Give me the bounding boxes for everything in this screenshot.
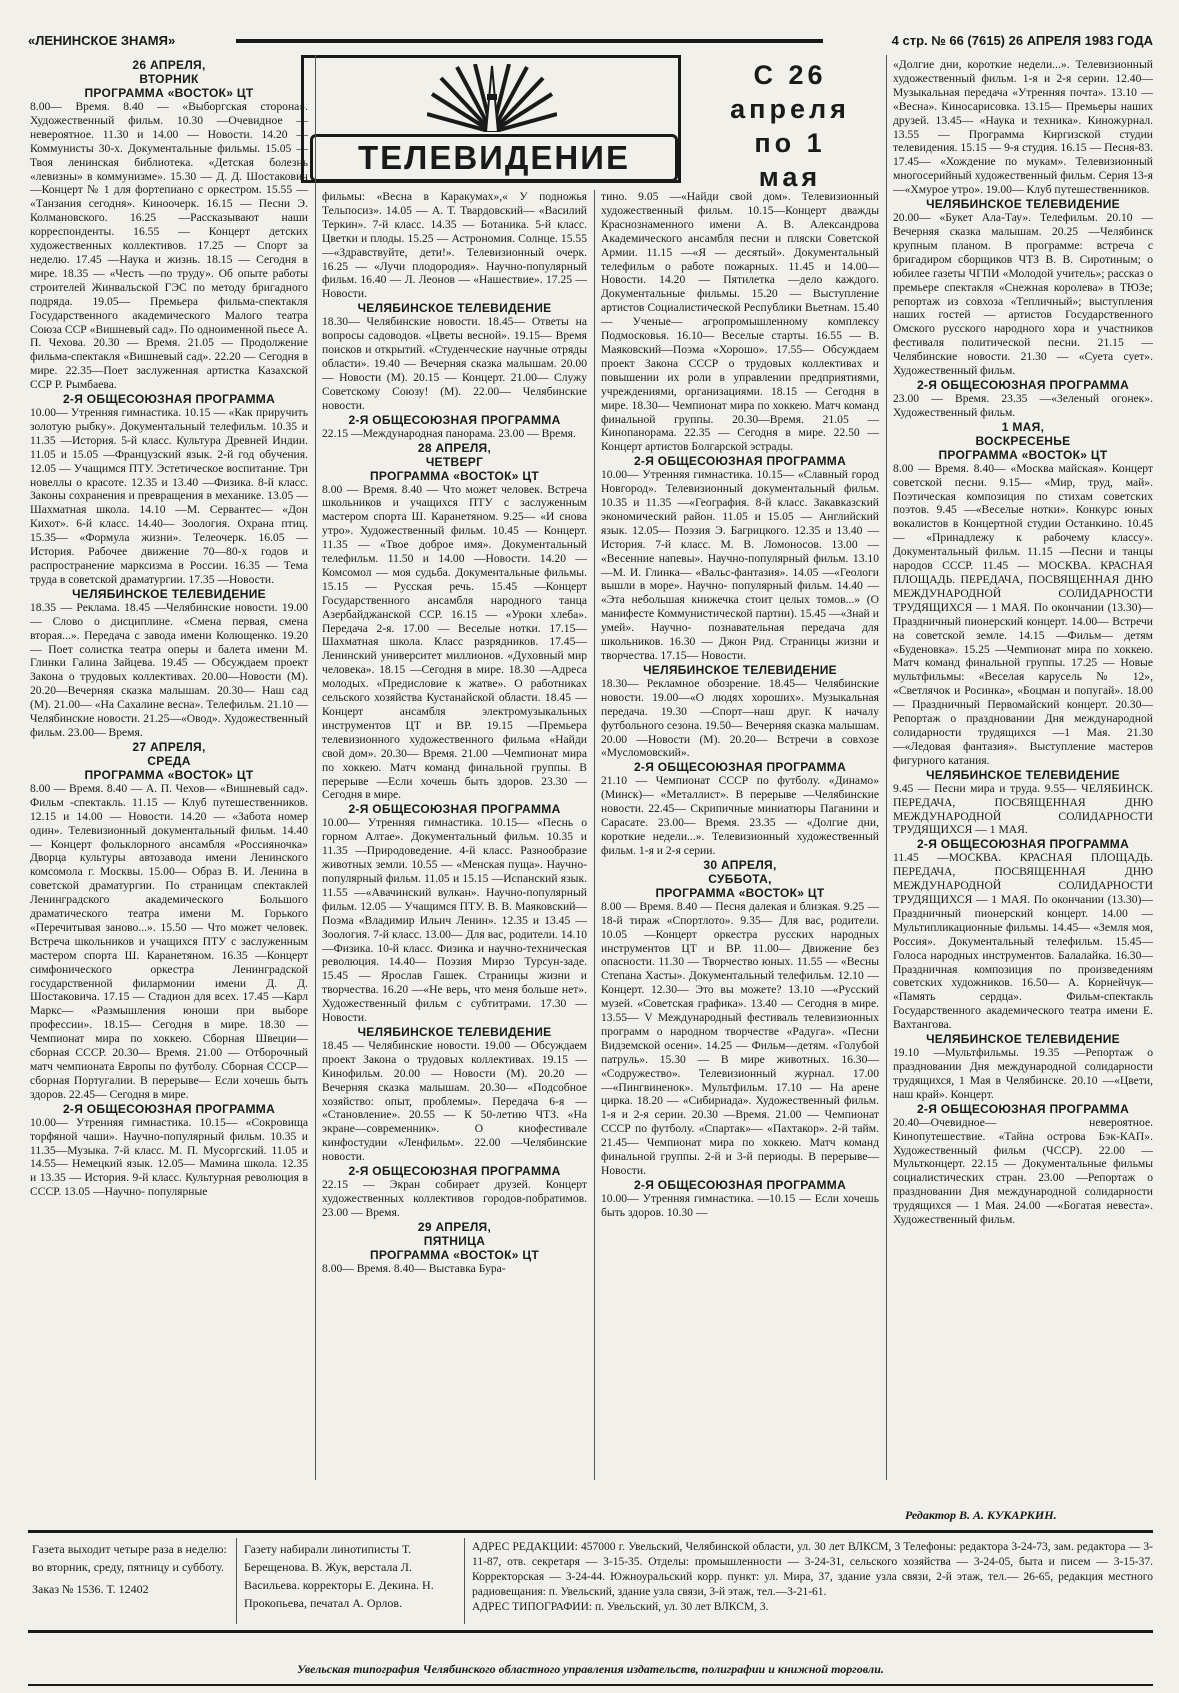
schedule-text: 8.00— Время. 8.40— Выставка Бура- xyxy=(322,1261,506,1275)
day-heading: 1 МАЯ, xyxy=(1001,419,1045,434)
tv-banner xyxy=(301,55,681,183)
program-heading: 2-Я ОБЩЕСОЮЗНАЯ ПРОГРАММА xyxy=(633,454,847,469)
day-heading: ЧЕТВЕРГ xyxy=(425,454,484,469)
program-heading: 2-Я ОБЩЕСОЮЗНАЯ ПРОГРАММА xyxy=(348,802,561,817)
schedule-text: 20.00— «Букет Ала-Тау». Телефильм. 20.10 — Вечерняя сказка малышам. 20.25 —Челябинск крупным планом. В программе: встреча с бригадиром сборщиков ЧТЗ В. В. Сиротиным; о юбилее газеты ЧГПИ «Молодой учитель»; рассказ о премьере спектакля «Снежная королева» в ТЮЗе; репортаж из совхоза «Тепличный»; выступления наших гостей — артистов Государственного Омского русского народного хора и участников фестиваля политической песни. 21.15 —Челябинские новости. 21.30 — «Суета сует». Художественный фильм. xyxy=(893,211,1153,378)
editor-signature: Редактор В. А. КУКАРКИН. xyxy=(905,1508,1057,1522)
program-heading: 2-Я ОБЩЕСОЮЗНАЯ ПРОГРАММА xyxy=(916,377,1130,392)
program-heading: 2-Я ОБЩЕСОЮЗНАЯ ПРОГРАММА xyxy=(633,1177,847,1192)
footer-divider xyxy=(236,1538,237,1624)
schedule-text: 8.00 — Время. 8.40 — А. П. Чехов— «Вишневый сад». Фильм -спектакль. 11.15 — Клуб путешественников. 12.15 и 14.00 — Новости. 14.20 — «Забота номер один». Телевизионный документальный фильм. 14.40 — Концерт фольклорного ансамбля «Россияночка» Дворца культуры автозавода имени Ленинского комсомола г. Москвы. 15.00— Образ В. И. Ленина в советской драматургии. По страницам спектаклей Ленинградского академического Большого драматического театра имени М. Горького «Перечитывая заново...». 15.50 — Что может человек. Встреча школьников и учащихся ПТУ с заслуженным мастером спорта Ш. Каранетяном. 16.35 —Концерт симфонического оркестра Ленинградской государственной филармонии имени Д. Д. Шостаковича. 17.15 — Стадион для всех. 17.45 —Карл Маркс— «Размышления юноши при выборе профессии». 18.15— Сегодня в мире. 18.30 — Чемпионат мира по хоккею. Сборная Швеции— сборная СССР. 20.30— Время. 21.00 — Отборочный матч чемпионата Европы по футболу. Сборная СССР— сборная Португалии. В перерыве— Если хочешь быть здоров. 22.45— Сегодня в мире. xyxy=(30,781,308,1101)
day-heading: ПЯТНИЦА xyxy=(423,1233,486,1248)
schedule-text: тино. 9.05 —«Найди свой дом». Телевизионный художественный фильм. 10.15—Концерт дважды Краснознаменного имени А. В. Александрова Академического ансамбля песни и пляски Советской Армии. 11.15 —«Я — десятый». Документальный телефильм о работе пожарных. 11.45 и 14.00— Новости. 14.20 — Пятилетка —дело каждого. Документальные фильмы. 15.20 — Выступление артистов Социалистической Республики Вьетнам. 15.40— Ученые— агропромышленному комплексу Подмосковья. 16.10— Веселые старты. 16.55 — В. Маяковский—Поэма «Хорошо». 17.55— Обсуждаем проект Закона СССР о трудовых коллективах и повышении их роли в управлении предприятиями, учреждениями, организациями. 18.15 — Сегодня в мире. 18.30— Чемпионат мира по хоккею. Матч команд финальной группы. 20.30—Время. 21.05 —Кинопанорама. 22.35 — Сегодня в мире. 22.50 — Концерт артистов Болгарской эстрады. xyxy=(601,190,879,454)
order-number: Заказ № 1536. Т. 12402 xyxy=(32,1582,149,1596)
date-line: С 26 xyxy=(753,60,827,90)
date-range xyxy=(720,58,860,194)
program-heading: ПРОГРАММА «ВОСТОК» ЦТ xyxy=(369,468,540,483)
schedule-text: 18.30— Челябинские новости. 18.45— Ответы на вопросы садоводов. «Цветы весной». 19.15— Время поисков и открытий. «Студенческие научные отряды области». 19.40 — Вечерняя сказка малышам. 20.00— Новости (М). 20.15 — Концерт. 21.00— Служу Советскому Союзу! (М). 22.00— Челябинские новости. xyxy=(322,315,587,412)
day-heading: СУББОТА, xyxy=(708,871,772,886)
publication-schedule-box xyxy=(32,1540,228,1632)
footer-divider xyxy=(464,1538,465,1624)
column-2 xyxy=(322,190,587,1482)
program-heading: 2-Я ОБЩЕСОЮЗНАЯ ПРОГРАММА xyxy=(348,1164,561,1179)
masthead-rule xyxy=(236,39,823,43)
schedule-text: 19.10 —Мультфильмы. 19.35 —Репортаж о праздновании Дня международной солидарности трудящихся, 1 Мая в Челябинске. 20.10 —«Цвети, наш край». Концерт. xyxy=(893,1046,1153,1101)
day-heading: 26 АПРЕЛЯ, xyxy=(132,58,206,72)
schedule-text: 18.45 — Челябинские новости. 19.00 — Обсуждаем проект Закона о трудовых коллективах. 19.15 — Кинофильм. 20.00 — Новости (М). 20.20 — Вечерняя сказка малышам. 20.30— «Подсобное хозяйство: опыт, проблемы». Передача 6-я — «Становление». 20.55 — К 50-летию ЧТЗ. «На экране—современник». О киофестивале кинфостудии «Ленфильм». 22.00 —Челябинские новости. xyxy=(322,1038,587,1164)
tv-tower-icon xyxy=(427,64,557,132)
address-box xyxy=(472,1540,1153,1632)
program-heading: ПРОГРАММА «ВОСТОК» ЦТ xyxy=(84,86,254,100)
date-line: апреля xyxy=(730,94,850,124)
schedule-text: 9.45 — Песни мира и труда. 9.55— ЧЕЛЯБИНСК. ПЕРЕДАЧА, ПОСВЯЩЕННАЯ ДНЮ МЕЖДУНАРОДНОЙ СОЛИДАРНОСТИ ТРУДЯЩИХСЯ — 1 МАЯ. xyxy=(893,781,1153,837)
day-heading: ВТОРНИК xyxy=(139,72,199,86)
program-heading: 2-Я ОБЩЕСОЮЗНАЯ ПРОГРАММА xyxy=(916,837,1130,852)
column-rule xyxy=(594,190,595,1480)
printer-line: Увельская типография Челябинского областного управления издательств, полиграфии и книжной торговли. xyxy=(297,1662,884,1676)
column-1 xyxy=(30,58,308,1482)
day-heading: 27 АПРЕЛЯ, xyxy=(132,739,206,754)
day-heading: СРЕДА xyxy=(147,753,191,768)
column-rule xyxy=(315,55,316,1480)
schedule-text: 8.00 — Время. 8.40 — Что может человек. Встреча школьников и учащихся ПТУ с заслуженным мастером спорта Ш. Каранетяном. 9.25— «И снова утро». Художественный фильм. 10.45 — Концерт. 11.35 — «Твое доброе имя». Документальный телефильм. 11.50 и 14.00 —Новости. 14.20 —Комсомол — моя судьба. Документальные фильмы. 15.15 — Русская речь. 15.45 —Концерт Государственного ансамбля народного танца Азербайджанской ССР. 16.15 — «Уроки хлеба». Передача 2-я. 17.00 — Веселые нотки. 17.15— Шахматная школа. Класс разрядников. 17.45— Ленинский университет миллионов. «Духовный мир человека». 18.15 —Сегодня в мире. 18.30 —Адреса молодых. «Предисловие к жатве». О работниках сельского хозяйства Кустанайской области. 18.45 — Концерт ансамбля электромузыкальных инструментов ЦТ и ВР. 19.15 —Премьера телевизионного художественного фильма «Найди свой дом». 20.30— Время. 21.00 —Чемпионат мира по хоккею. Матч команд финальной группы. В перерыве —Если хочешь быть здоров. 23.30 — Сегодня в мире. xyxy=(322,482,587,802)
program-heading: ЧЕЛЯБИНСКОЕ ТЕЛЕВИДЕНИЕ xyxy=(926,1032,1120,1047)
day-heading: 29 АПРЕЛЯ, xyxy=(417,1219,492,1234)
program-heading: 2-Я ОБЩЕСОЮЗНАЯ ПРОГРАММА xyxy=(62,392,276,407)
schedule-text: 8.00 — Время. 8.40— «Москва майская». Концерт советской песни. 9.15— «Мир, труд, май». Поэтическая композиция по стихам советских поэтов. 9.45 —«Веселые нотки». Конкурс юных вокалистов в Концертной студии Останкино. 10.45 — «Принадлежу к рабочему классу». Документальный фильм. 11.15 —Песни и танцы народов СССР. 11.45 — МОСКВА. КРАСНАЯ ПЛОЩАДЬ. ПЕРЕДАЧА, ПОСВЯЩЕННАЯ ДНЮ МЕЖДУНАРОДНОЙ СОЛИДАРНОСТИ ТРУДЯЩИХСЯ — 1 МАЯ. По окончании (13.30)— Праздничный пионерский концерт. 14.00— Встречи на советской земле. 14.15 —Фильм— детям «Буденовка». 15.25 —Чемпионат мира по хоккею. Матч команд финальной группы. 17.25 — Новые мультфильмы: «Веселая карусель № 12», «Светлячок и Росинка», «Боцман и попугай». 18.00— Праздничный Первомайский концерт. 20.30— Репортаж о праздновании Дня международной солидарности трудящихся —1 Мая. 21.30 —«Ледовая фантазия». Выступление мастеров фигурного катания. xyxy=(893,461,1153,767)
program-heading: 2-Я ОБЩЕСОЮЗНАЯ ПРОГРАММА xyxy=(633,760,847,775)
schedule-text: фильмы: «Весна в Каракумах»,« У подножья Тельпосиз». 14.05 — А. Т. Твардовский— «Василий Теркин». 7-й класс. 14.35 — Ботаника. 5-й класс. Цветки и плоды. 15.25 — Астрономия. Солнце. 15.55 —«Здравствуйте, дети!». Телевизионный очерк. 16.25 — «Лучи плодородия». Научно-популярный фильм. 16.40 — Л. Леонов — «Нашествие». 17.25 — Новости. xyxy=(322,190,587,301)
newspaper-name: «ЛЕНИНСКОЕ ЗНАМЯ» xyxy=(28,33,176,48)
schedule-text: 21.10 — Чемпионат СССР по футболу. «Динамо» (Минск)— «Металлист». В перерыве —Челябинские новости. 22.45— Скрипичные миниатюры Паганини и Сарасате. 23.00— Время. 23.35 — «Долгие дни, короткие недели...». Телевизионный художественный фильм. 1-я и 2-я серии. xyxy=(601,774,879,857)
program-heading: ПРОГРАММА «ВОСТОК» ЦТ xyxy=(84,767,254,782)
schedule-text: 10.00— Утренняя гимнастика. 10.15 — «Как приручить золотую рыбку». Документальный телефильм. 10.35 и 11.35 —История. 5-й класс. Культура Древней Индии. 11.05 и 15.05 —Французский язык. 2-й год обучения. 12.05 — Учащимся ПТУ. Эстетическое воспитание. Три новеллы о красоте. 12.35 и 13.40 —Физика. 8-й класс. Законы сохранения и превращения в механике. 13.05 — Шахматная школа. 14.10 —М. Сервантес— «Дон Кихот». 6-й класс. 14.40— Зоология. Охрана птиц. 15.35— «Формула жизни». Телеочерк. 16.05 — История. Рабочее движение 70—80-х годов и распространение марксизма в России. 16.35 — Тема труда в советской драматургии. 17.35 —Новости. xyxy=(30,406,308,586)
footer-rule xyxy=(28,1530,1153,1533)
schedule-text: 10.00— Утренняя гимнастика. 10.15— «Песнь о горном Алтае». Документальный фильм. 10.35 и 11.35 —Природоведение. 4-й класс. Разнообразие животных земли. 10.55 — «Менская пуща». Научно- популярный фильм. 11.05 и 15.15 —Испанский язык. 11.55 —«Авачинский вулкан». Научно-популярный фильм. 12.05 — Учащимся ПТУ. В. В. Маяковский— Поэма «Владимир Ильич Ленин». 12.35 и 13.45 —Зоология. 7-й класс. 13.00— Для вас, родители. 14.10 —Физика. 10-й класс. Физика и научно-техническая революция. 14.40— Поэзия Мирзо Турсун-заде. 15.45 — Ярослав Гашек. Страницы жизни и творчества. 16.20 —«Не верь, что меня больше нет». Художественный фильм с субтитрами. 17.30 — Новости. xyxy=(322,816,587,1025)
schedule-text: 18.30— Рекламное обозрение. 18.45— Челябинские новости. 19.00—«О людях хороших». Музыкальная передача. 19.30 —Спорт—наш друг. К началу футбольного сезона. 19.50— Вечерняя сказка малышам. 20.00 —Новости (М). 20.20— Встречи в совхозе «Мусломовский». xyxy=(601,676,879,760)
typesetters-credit: Газету набирали линотиписты Т. Берещенова. В. Жук, верстала Л. Васильева. корректоры Е. Декина. Н. Прокопьева, печатал А. Орлов. xyxy=(244,1542,434,1610)
schedule-text: 20.40—Очевидное— невероятное. Кинопутешествие. «Тайна острова Бэк-КАП». Художественный фильм (ЧССР). 22.00 — Мультконцерт. 22.15 — Документальные фильмы социалистических стран. 23.00 —Репортаж о праздновании Дня международной солидарности трудящихся — 1 Мая. 24.00 —«Богатая невеста». Художественный фильм. xyxy=(893,1115,1153,1227)
day-heading: ВОСКРЕСЕНЬЕ xyxy=(975,433,1071,448)
banner-title: ТЕЛЕВИДЕНИЕ xyxy=(310,134,678,182)
day-heading: 30 АПРЕЛЯ, xyxy=(703,857,777,872)
schedule-text: 11.45 —МОСКВА. КРАСНАЯ ПЛОЩАДЬ. ПЕРЕДАЧА, ПОСВЯЩЕННАЯ ДНЮ МЕЖДУНАРОДНОЙ СОЛИДАРНОСТИ ТРУДЯЩИХСЯ — 1 МАЯ. По окончании (13.30)— Праздничный пионерский концерт. 14.00 —Мультипликационные фильмы. 14.45— «Земля моя, Россия». Документальный телефильм. 15.45— Голоса народных инструментов. Балалайка. 16.30— Праздничная композиция по произведениям советских художников. 16.50— А. Корнейчук— «Память сердца». Фильм-спектакль Государственного академического театра имени Е. Вахтангова. xyxy=(893,851,1153,1032)
masthead xyxy=(28,30,1153,52)
date-line: по 1 xyxy=(754,128,826,158)
bottom-rule xyxy=(28,1684,1153,1686)
schedule-text: «Долгие дни, короткие недели...». Телевизионный художественный фильм. 1-я и 2-я серии. 12.40— Музыкальная передача «Утренняя почта». 13.10 — «Весна». Киносарисовка. 13.15— Премьеры наших друзей. 13.45— «Наука и техника». Киножурнал. 13.55 — Программа Киргизской студии телевидения. 15.15 — 9-я студия. 16.15 — Песня-83. 17.45— «Хождение по мукам». Телевизионный многосерийный художественный фильм. Серия 13-я—«Хмурое утро». 19.00— Клуб путешественников. xyxy=(893,58,1153,197)
schedule-text: 18.35 — Реклама. 18.45 —Челябинские новости. 19.00— Слово о дисциплине. «Смена первая, смена вторая...». Передача с завода имени Колющенко. 19.20 — Поет солистка театра оперы и балета имени М. Глинки Галина Зайцева. 19.45 — Обсуждаем проект Закона о трудовых коллективах. 20.00—Новости (М). 20.20—Вечерняя сказка малышам. 20.30— Наш сад (М). 21.00— «На Сахалине весна». Телефильм. 21.10 — Челябинские новости. 21.25—«Овод». Художественный фильм. 23.00— Время. xyxy=(30,600,308,739)
column-4 xyxy=(893,58,1153,1482)
issue-line: 4 стр. № 66 (7615) 26 АПРЕЛЯ 1983 ГОДА xyxy=(891,33,1153,48)
program-heading: ЧЕЛЯБИНСКОЕ ТЕЛЕВИДЕНИЕ xyxy=(357,301,552,316)
footer-rule xyxy=(28,1630,1153,1633)
publication-schedule: Газета выходит четыре раза в неделю: во вторник, среду, пятницу и субботу. xyxy=(32,1542,227,1574)
schedule-text: 10.00— Утренняя гимнастика. 10.15— «Сокровища торфяной чаши». Научно-популярный фильм. 10.35 и 11.35—Музыка. 7-й класс. М. П. Мусоргский. 11.05 и 14.55— Немецкий язык. 12.05— Мамина школа. 12.35 и 13.35 — История. 9-й класс. Культурная революция в СССР. 13.05 —Научно- популярные xyxy=(30,1115,308,1199)
program-heading: ЧЕЛЯБИНСКОЕ ТЕЛЕВИДЕНИЕ xyxy=(926,197,1120,212)
program-heading: ЧЕЛЯБИНСКОЕ ТЕЛЕВИДЕНИЕ xyxy=(357,1024,552,1039)
program-heading: 2-Я ОБЩЕСОЮЗНАЯ ПРОГРАММА xyxy=(62,1101,276,1116)
schedule-text: 10.00— Утренняя гимнастика. 10.15— «Славный город Новгород». Телевизионный документальный фильм. 10.35 и 11.35 —«География. 8-й класс. Закавказский экономический район. 11.05 и 15.05 — Английский язык. 12.05— Поэзия Э. Багрицкого. 12.35 и 13.40 —История. 7-й класс. М. В. Ломоносов. 13.00 — «Весенние напевы». Научно-популярный фильм. 13.10 —М. И. Глинка— «Вальс-фантазия». 14.05 —«Геологи вышли в море». Научно- популярный фильм. 14.40 — «Эта небольшая книжечка стоит целых томов...» (О манифесте Коммунистической партии). 15.45 —«Знай и умей». Научно- познавательная передача для школьников. 16.30 — Джон Рид. Страницы жизни и творчества. 17.15— Новости. xyxy=(601,468,879,662)
program-heading: 2-Я ОБЩЕСОЮЗНАЯ ПРОГРАММА xyxy=(348,412,561,427)
printing-address: АДРЕС ТИПОГРАФИИ: п. Увельский, ул. 30 лет ВЛКСМ, 3. xyxy=(472,1601,769,1613)
date-line: мая xyxy=(758,162,822,192)
program-heading: ПРОГРАММА «ВОСТОК» ЦТ xyxy=(369,1247,540,1262)
day-heading: 28 АПРЕЛЯ, xyxy=(417,440,492,455)
schedule-text: 8.00 — Время. 8.40 — Песня далекая и близкая. 9.25 —18-й тираж «Спортлото». 9.35— Для вас, родители. 10.05 —Концерт оркестра русских народных инструментов ЦТ и ВР. 11.00— Движение без опасности. 11.30 — Творчество юных. 11.55 — «Весны Степана Хасты». Документальный телефильм. 12.10 — Концерт. 12.30— Это вы можете? 13.10 —«Русский музей. «Советская графика». 13.40 — Сегодня в мире. 13.55— V Международный фестиваль телевизионных программ о народном творчестве «Радуга». «Песни Видземской осени». 14.25 — Фильм—детям. «Голубой патруль». 15.30 — В мире животных. 16.30— «Содружество». Телевизионный журнал. 17.00 —«Пингвиненок». Мультфильм. 17.10 — На арене цирка. 18.20 — «Сибириада». Художественный фильм. 1-я и 2-я серии. 20.30 —Время. 21.00 — Чемпионат СССР по футболу. «Спартак»— «Пахтакор». 2-й тайм. 21.45— Чемпионат мира по хоккею. Матч команд финальной группы. 2-й и 3-й периоды. В перерыве— Новости. xyxy=(601,899,879,1177)
typesetters-box xyxy=(244,1540,456,1632)
editorial-address: АДРЕС РЕДАКЦИИ: 457000 г. Увельский, Челябинской области, ул. 30 лет ВЛКСМ, 3 Телефоны: редактора 3-24-73, зам. редактора — 3-11-87, отв. секретаря — 3-15-35. Отделы: промышленности — 3-24-31, сельского хозяйства — 3-24-05, быта и писем — 3-15-37. Корректорская — 3-24-44. Южноуральский корр. пункт: ул. Мира, 37, здание узла связи, 2-й этаж, тел.— 26-65, редакция местного радиовещания: п. Увельский, здание узла связи, 3-й этаж, тел.—3-21-61. xyxy=(472,1541,1153,1598)
schedule-text: 10.00— Утренняя гимнастика. —10.15 — Если хочешь быть здоров. 10.30 — xyxy=(601,1191,879,1219)
program-heading: ПРОГРАММА «ВОСТОК» ЦТ xyxy=(938,447,1108,462)
schedule-text: 22.15 — Экран собирает друзей. Концерт художественных коллективов городов-побратимов. 23.00 — Время. xyxy=(322,1178,587,1219)
program-heading: ПРОГРАММА «ВОСТОК» ЦТ xyxy=(655,885,825,900)
column-3 xyxy=(601,190,879,1482)
schedule-text: 22.15 —Международная панорама. 23.00 — Время. xyxy=(322,426,576,440)
program-heading: ЧЕЛЯБИНСКОЕ ТЕЛЕВИДЕНИЕ xyxy=(72,586,266,601)
column-rule xyxy=(886,55,887,1480)
program-heading: 2-Я ОБЩЕСОЮЗНАЯ ПРОГРАММА xyxy=(916,1101,1130,1116)
schedule-text: 23.00 — Время. 23.35 —«Зеленый огонек». Художественный фильм. xyxy=(893,391,1153,419)
program-heading: ЧЕЛЯБИНСКОЕ ТЕЛЕВИДЕНИЕ xyxy=(926,767,1120,782)
program-heading: ЧЕЛЯБИНСКОЕ ТЕЛЕВИДЕНИЕ xyxy=(643,662,837,677)
schedule-text: 8.00— Время. 8.40 — «Выборгская сторона». Художественный фильм. 10.30 —Очевидное —невероятное. 11.30 и 14.00 — Новости. 14.20 —Коммунисты 30-х. Документальные фильмы. 15.05 — Твоя ленинская библиотека. «Детская болезнь «левизны» в коммунизме». 15.30 — Д. Д. Шостакович —Концерт № 1 для фортепиано с оркестром. 15.55 — «Танзания сегодня». Киноочерк. 16.15 — Песни Э. Колмановского. 16.25 —Рассказывают наши корреспонденты. 16.55 — Концерт детских художественных коллективов. 17.25 — Спорт за неделю. 17.45 —Наука и жизнь. 18.15 — Сегодня в мире. 18.35 — «Честь —по труду». Об опыте работы строителей Жинвальской ГЭС по методу бригадного подряда. 19.05— Премьера фильма-спектакля Государственного академического Малого театра Союза ССР «Вишневый сад». По одноименной пьесе А. П. Чехова. 20.30 — Время. 21.05 — Продолжение фильма-спектакля «Вишневый сад». 22.20 — Сегодня в мире. 22.35—Поет заслуженная артистка Казахской ССР Р. Рымбаева. xyxy=(30,100,308,392)
